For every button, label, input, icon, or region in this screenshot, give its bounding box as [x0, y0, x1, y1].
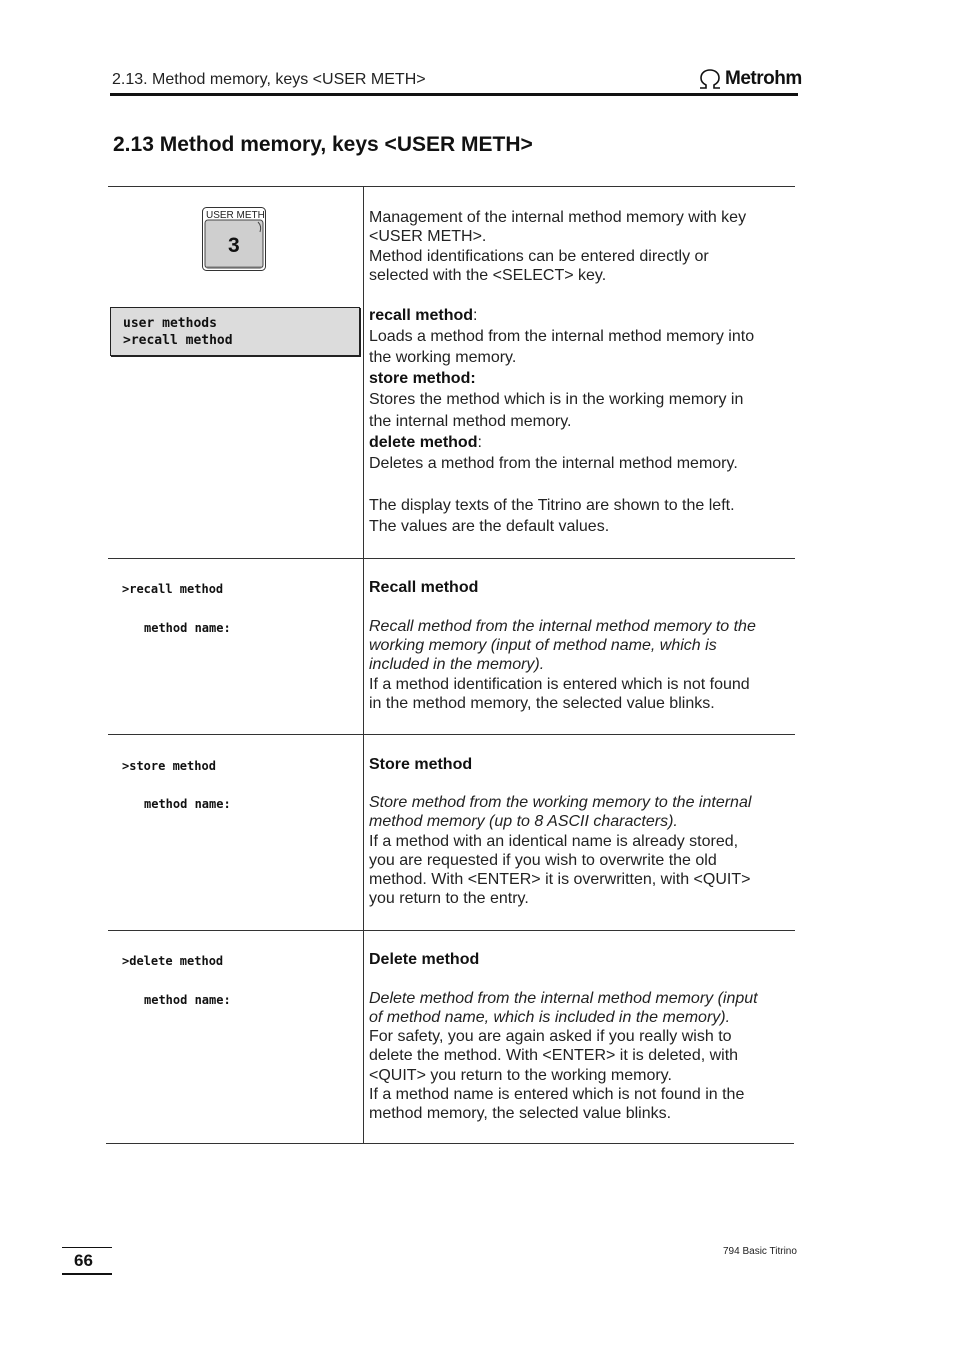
logo-text: Metrohm — [725, 68, 802, 89]
recall-heading: Recall method — [369, 579, 479, 596]
delete-text-line: delete the method. With <ENTER> it is deleted, with — [369, 1047, 739, 1064]
delete-display-line: >delete method — [122, 954, 224, 968]
note-line: The display texts of the Titrino are shown to the left. — [369, 497, 735, 514]
recall-method-term — [369, 306, 789, 326]
store-text-line: method. With <ENTER> it is overwritten, with <QUIT> — [369, 871, 751, 888]
term-colon: : — [477, 434, 482, 451]
header-rule — [110, 93, 798, 96]
table-top-rule — [108, 186, 795, 187]
intro-line: <USER METH>. — [369, 228, 487, 245]
recall-description: Loads a method from the internal method memory into — [369, 328, 755, 345]
delete-text-line: If a method name is entered which is not found in the — [369, 1086, 745, 1103]
term-heading: recall method — [369, 307, 474, 324]
running-header: 2.13. Method memory, keys <USER METH> — [112, 71, 426, 88]
delete-description: Deletes a method from the internal method memory. — [369, 455, 738, 472]
intro-line: selected with the <SELECT> key. — [369, 267, 607, 284]
omega-logo-icon — [697, 68, 723, 90]
term-heading: delete method — [369, 434, 478, 451]
store-heading: Store method — [369, 756, 473, 773]
recall-display-line: >recall method — [122, 582, 224, 596]
page-number: 66 — [74, 1251, 93, 1270]
recall-text-line: in the method memory, the selected value blinks. — [369, 695, 715, 712]
section-title: 2.13 Method memory, keys <USER METH> — [113, 133, 533, 156]
store-italic-line: method memory (up to 8 ASCII characters). — [369, 813, 678, 830]
store-display-line: >store method — [122, 759, 216, 773]
display-line-2: >recall method — [123, 333, 233, 348]
delete-heading: Delete method — [369, 951, 480, 968]
recall-italic-line: working memory (input of method name, which is — [369, 637, 717, 654]
column-divider — [363, 186, 364, 1144]
store-description: Stores the method which is in the working memory in — [369, 391, 744, 408]
delete-italic-line: Delete method from the internal method memory (input — [369, 990, 758, 1007]
table-bottom-rule — [106, 1143, 794, 1144]
note-line: The values are the default values. — [369, 518, 610, 535]
display-line-1: user methods — [123, 316, 217, 331]
recall-italic-line: included in the memory). — [369, 656, 545, 673]
store-italic-line: Store method from the working memory to the internal — [369, 794, 752, 811]
footer-rule-top — [62, 1247, 112, 1248]
intro-line: Method identifications can be entered directly or — [369, 248, 709, 265]
recall-text-line: If a method identification is entered which is not found — [369, 676, 750, 693]
store-text-line: you return to the entry. — [369, 890, 529, 907]
delete-method-term — [369, 433, 789, 453]
row-divider — [108, 558, 795, 559]
display-box — [110, 307, 360, 356]
delete-text-line: For safety, you are again asked if you really wish to — [369, 1028, 732, 1045]
row-divider — [108, 734, 795, 735]
key-label: USER METH — [206, 210, 265, 221]
delete-text-line: <QUIT> you return to the working memory. — [369, 1067, 672, 1084]
method-name-display: method name: — [144, 797, 231, 811]
recall-description: the working memory. — [369, 349, 517, 366]
recall-italic-line: Recall method from the internal method memory to the — [369, 618, 756, 635]
footer-rule — [62, 1273, 112, 1275]
delete-italic-line: of method name, which is included in the memory). — [369, 1009, 731, 1026]
product-name: 794 Basic Titrino — [723, 1246, 797, 1257]
store-method-term: store method: — [369, 370, 476, 387]
metrohm-logo — [697, 68, 802, 90]
store-text-line: you are requested if you wish to overwrite the old — [369, 852, 717, 869]
intro-line: Management of the internal method memory with key — [369, 209, 747, 226]
delete-text-line: method memory, the selected value blinks. — [369, 1105, 672, 1122]
method-name-display: method name: — [144, 993, 231, 1007]
key-digit: 3 — [228, 234, 240, 257]
method-name-display: method name: — [144, 621, 231, 635]
term-colon: : — [473, 307, 478, 324]
store-text-line: If a method with an identical name is already stored, — [369, 833, 739, 850]
row-divider — [108, 930, 795, 931]
store-description: the internal method memory. — [369, 413, 572, 430]
